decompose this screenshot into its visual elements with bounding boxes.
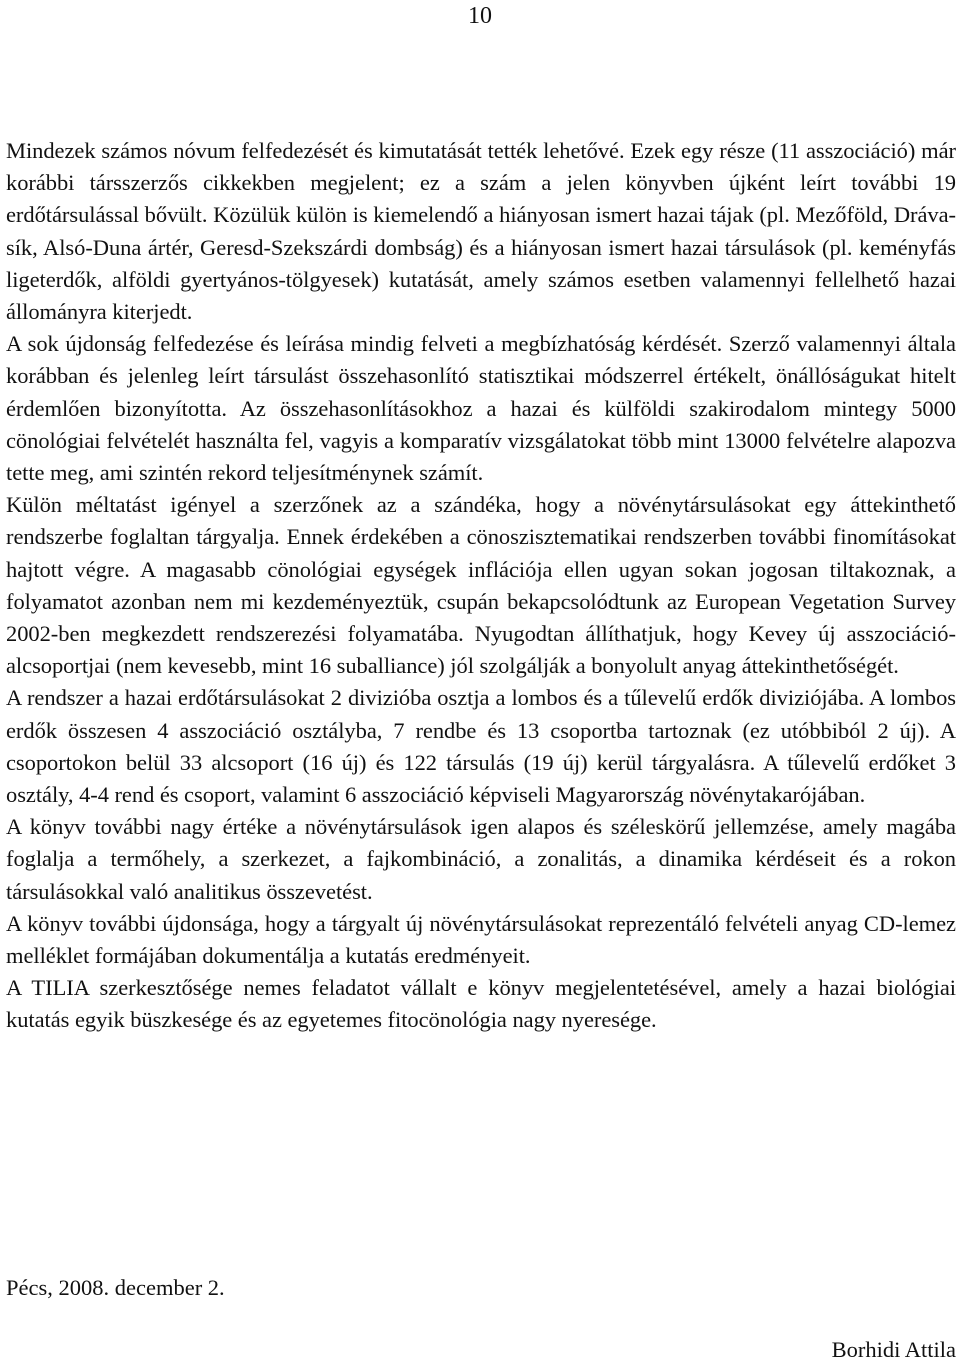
date-line: Pécs, 2008. december 2. — [6, 1275, 225, 1300]
paragraph-7: A TILIA szerkesztősége nemes feladatot vállalt e könyv megjelentetésével, amely a hazai biológiai kutatás egyik büszkesége és az egyetemes fitocönológia nagy nyeresége. — [6, 975, 956, 1033]
paragraph-6: A könyv további újdonsága, hogy a tárgyalt új növénytársulásokat reprezentáló felvételi anyag CD-lemez melléklet formájában dokumentálja a kutatás eredményeit. — [6, 910, 956, 969]
paragraph-1: Mindezek számos nóvum felfedezését és kimutatását tették lehetővé. Ezek egy része (11 asszociáció) már korábbi társszerzős cikkekben megjelent; ez a szám a jelen könyvben újként leírt további 19 erdőtársulással bővült. Közülük külön is kiemelendő a hiányosan ismert hazai tájak (pl. Mezőföld, Dráva-sík, Alsó-Duna ártér, Geresd-Szekszárdi dombság) és a hiányosan ismert hazai társulások (pl. keményfás ligeterdők, alföldi gyertyános-tölgyesek) kutatását, amely számos esetben valamennyi fellelhető hazai állományra kiterjedt. — [6, 138, 956, 325]
author-signature: Borhidi Attila — [831, 1337, 956, 1362]
paragraph-2: A sok újdonság felfedezése és leírása mindig felveti a megbízhatóság kérdését. Szerző valamennyi általa korábban és jelenleg leírt társulást összehasonlító statisztikai módszerrel értékelt, önállóságukat hitelt érdemlően bizonyította. Az összehasonlításokhoz a hazai és külföldi szakirodalom mintegy 5000 cönológiai felvételét használta fel, vagyis a komparatív vizsgálatokat több mint 13000 felvételre alapozva tette meg, ami szintén rekord teljesítménynek számít. — [6, 331, 956, 486]
paragraph-4: A rendszer a hazai erdőtársulásokat 2 divizióba osztja a lombos és a tűlevelű erdők diviziójába. A lombos erdők összesen 4 asszociáció osztályba, 7 rendbe és 13 csoportba tartoznak (ez utóbbiból 2 új). A csoportokon belül 33 alcsoport (16 új) és 122 társulás (19 új) kerül tárgyalásra. A tűlevelű erdőket 3 osztály, 4-4 rend és csoport, valamint 6 asszociáció képviseli Magyarország növénytakarójában. — [6, 685, 956, 808]
paragraph-3: Külön méltatást igényel a szerzőnek az a szándéka, hogy a növénytársulásokat egy áttekinthető rendszerbe foglaltan tárgyalja. Ennek érdekében a cönoszisztematikai rendszerben további finomításokat hajtott végre. A magasabb cönológiai egységek inflációja ellen ugyan sokan jogosan tiltakoznak, a folyamatot azonban nem mi kezdeményeztük, csupán bekapcsolódtunk az European Vegetation Survey 2002-ben megkezdett rendszerezési folyamatába. Nyugodtan állíthatjuk, hogy Kevey új asszociációalcsoportjai (nem kevesebb, mint 16 suballiance) jól szolgálják a bonyolult anyag áttekinthetőségét. — [6, 492, 956, 679]
paragraph-5: A könyv további nagy értéke a növénytársulások igen alapos és széleskörű jellemzése, amely magába foglalja a termőhely, a szerkezet, a fajkombináció, a zonalitás, a dinamika kérdéseit és a rokon társulásokkal való analitikus összevetést. — [6, 814, 956, 904]
body-text — [6, 135, 956, 1037]
page-number: 10 — [468, 3, 492, 29]
